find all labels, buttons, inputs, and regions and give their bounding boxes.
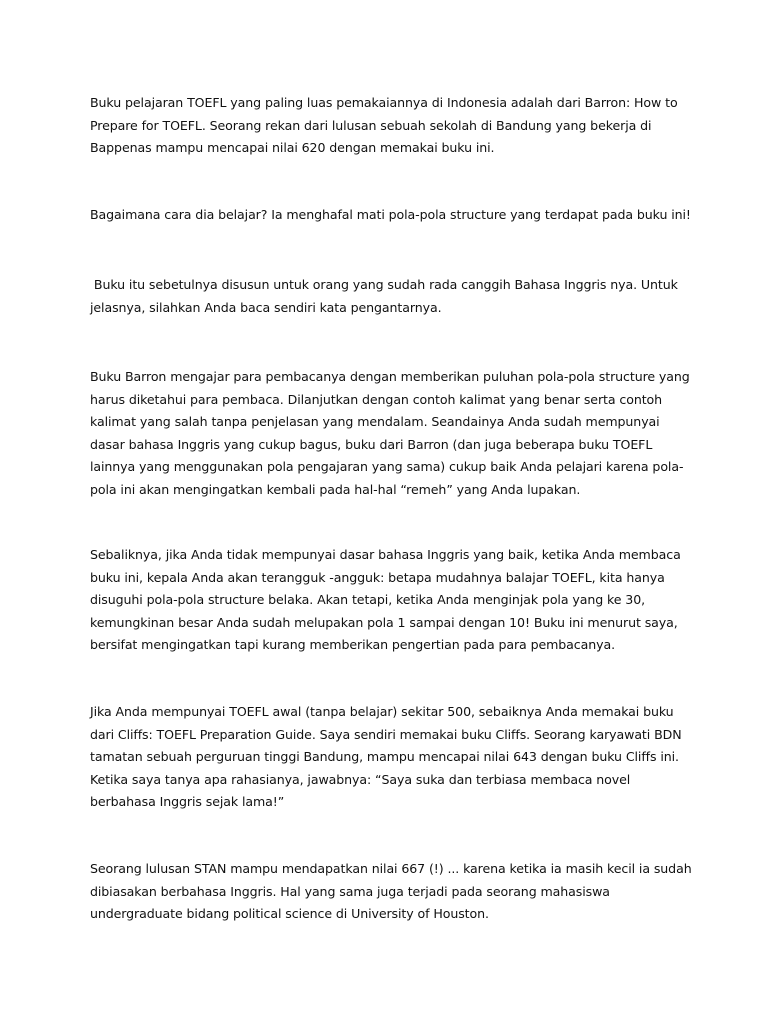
text-line: Ketika saya tanya apa rahasianya, jawabnya: “Saya suka dan terbiasa membaca novel [90, 771, 631, 787]
text-line: dibiasakan berbahasa Inggris. Hal yang sama juga terjadi pada seorang mahasiswa [90, 883, 610, 899]
paragraph-barron-method [90, 366, 690, 501]
text-line: kalimat yang salah tanpa penjelasan yang mendalam. Seandainya Anda sudah mempunyai [90, 414, 660, 429]
text-line: Buku itu sebetulnya disusun untuk orang yang sudah rada canggih Bahasa Inggris nya. Untuk [90, 277, 678, 292]
text-line: Prepare for TOEFL. Seorang rekan dari lulusan sebuah sekolah di Bandung yang bekerja di [90, 117, 652, 133]
text-line: Bappenas mampu mencapai nilai 620 dengan memakai buku ini. [90, 140, 495, 155]
paragraph-weak-basics [90, 544, 690, 657]
text-line: dari Cliffs: TOEFL Preparation Guide. Saya sendiri memakai buku Cliffs. Seorang karyawati BDN [90, 726, 682, 742]
text-line: buku ini, kepala Anda akan terangguk -angguk: betapa mudahnya balajar TOEFL, kita hanya [90, 569, 665, 585]
text-line: Seorang lulusan STAN mampu mendapatkan nilai 667 (!) ... karena ketika ia masih kecil ia sudah [90, 861, 692, 876]
paragraph-cliffs-guide [90, 701, 690, 814]
text-line: undergraduate bidang political science di University of Houston. [90, 906, 489, 921]
text-line: disuguhi pola-pola structure belaka. Akan tetapi, ketika Anda menginjak pola yang ke 30, [90, 592, 646, 607]
paragraph-stan-graduate [90, 858, 690, 926]
text-line: pola ini akan mengingatkan kembali pada hal-hal “remeh” yang Anda lupakan. [90, 481, 581, 497]
text-line: tamatan sebuah perguruan tinggi Bandung, mampu mencapai nilai 643 dengan buku Cliffs ini. [90, 749, 679, 764]
text-line: Buku Barron mengajar para pembacanya dengan memberikan puluhan pola-pola structure yang [90, 369, 690, 384]
text-line: jelasnya, silahkan Anda baca sendiri kata pengantarnya. [90, 299, 442, 315]
text-line: berbahasa Inggris sejak lama!” [90, 794, 285, 809]
text-line: Buku pelajaran TOEFL yang paling luas pemakaiannya di Indonesia adalah dari Barron: How to [90, 95, 678, 110]
text-line: Bagaimana cara dia belajar? Ia menghafal mati pola-pola structure yang terdapat pada buku ini! [90, 207, 691, 222]
text-line: dasar bahasa Inggris yang cukup bagus, buku dari Barron (dan juga beberapa buku TOEFL [90, 436, 653, 452]
text-line: bersifat mengingatkan tapi kurang memberikan pengertian pada para pembacanya. [90, 637, 615, 652]
paragraph-barron-intro [90, 92, 690, 160]
text-line: lainnya yang menggunakan pola pengajaran yang sama) cukup baik Anda pelajari karena pola- [90, 459, 684, 474]
paragraph-book-audience [90, 274, 690, 319]
text-line: Jika Anda mempunyai TOEFL awal (tanpa belajar) sekitar 500, sebaiknya Anda memakai buku [90, 704, 674, 719]
paragraph-study-method [90, 204, 690, 227]
text-line: kemungkinan besar Anda sudah melupakan pola 1 sampai dengan 10! Buku ini menurut saya, [90, 614, 678, 630]
text-line: harus diketahui para pembaca. Dilanjutkan dengan contoh kalimat yang benar serta contoh [90, 391, 663, 407]
text-line: Sebaliknya, jika Anda tidak mempunyai dasar bahasa Inggris yang baik, ketika Anda membaca [90, 547, 681, 562]
